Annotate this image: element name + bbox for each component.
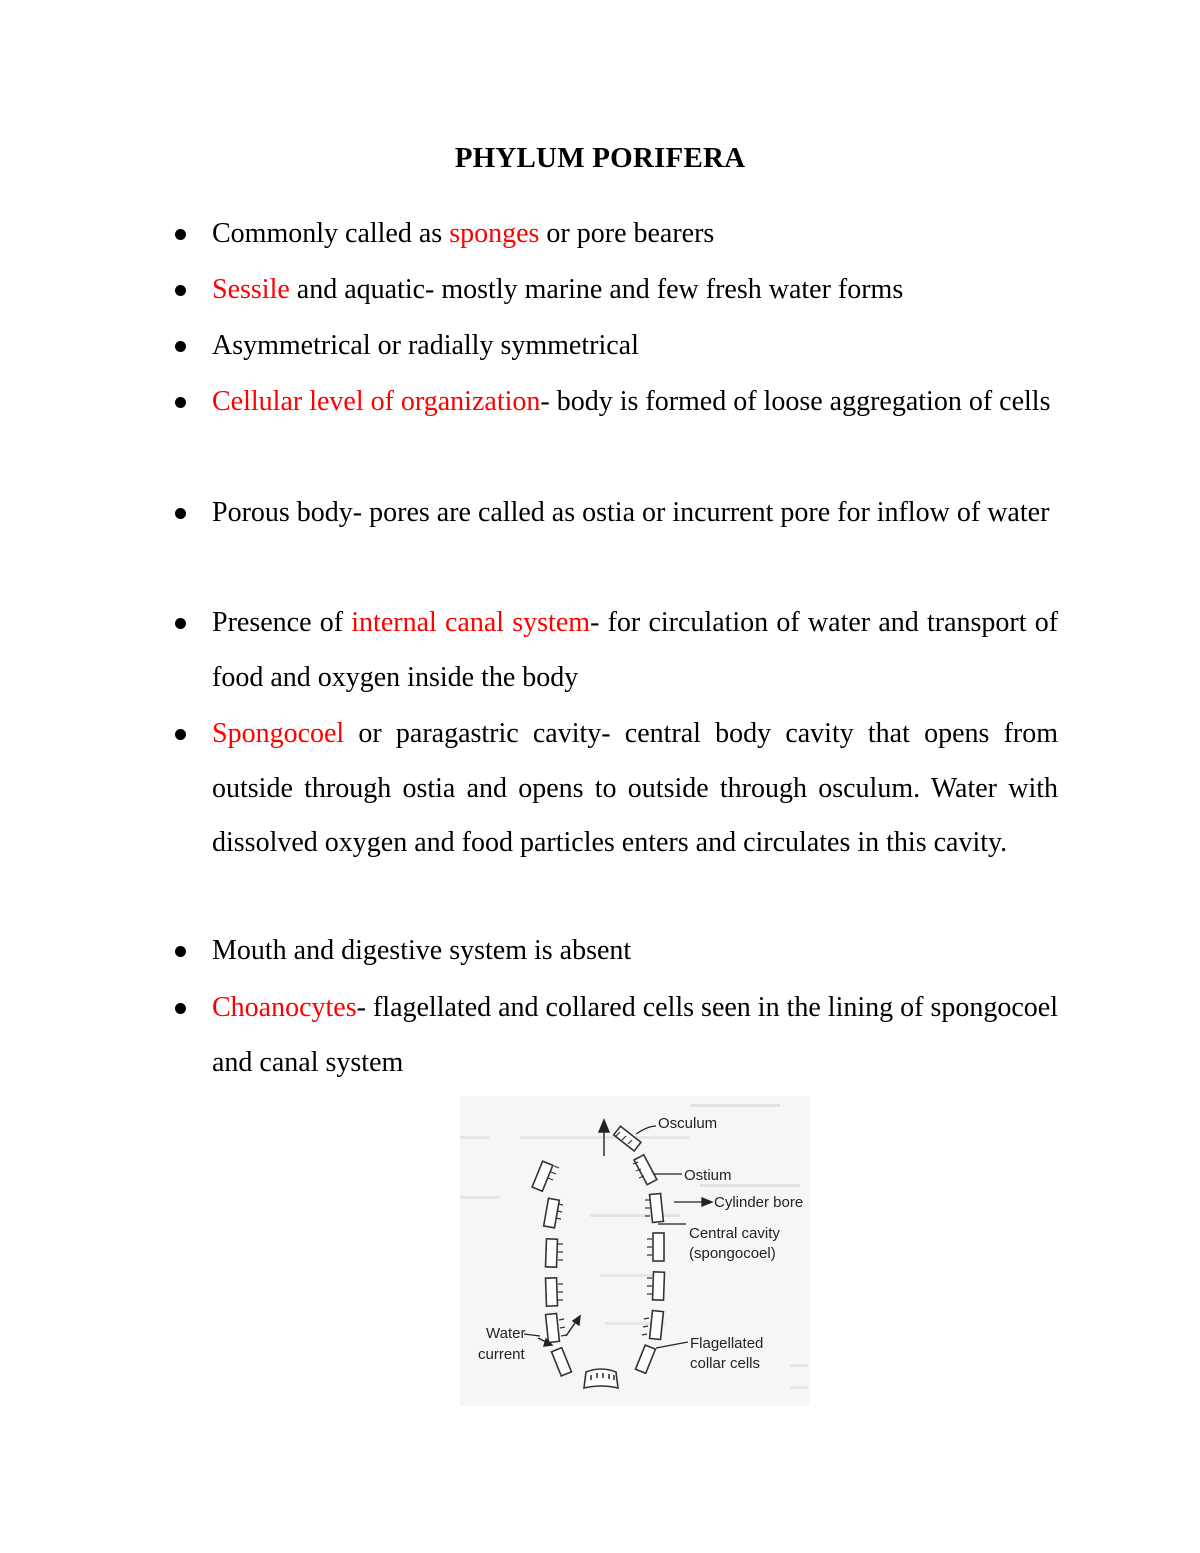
bullet-item	[212, 596, 1058, 705]
bullet-text: Asymmetrical or radially symmetrical	[212, 330, 639, 361]
bullet-text: Choanocytes- flagellated and collared cells seen in the lining of spongocoel and canal system	[212, 992, 1058, 1078]
label-osculum: Osculum	[658, 1115, 718, 1132]
bullet-item	[212, 707, 1058, 871]
bullet-text: Cellular level of organization- body is formed of loose aggregation of cells	[212, 386, 1051, 417]
label-current: current	[478, 1346, 525, 1363]
sponge-diagram	[460, 1096, 810, 1406]
bullet-text: Porous body- pores are called as ostia or incurrent pore for inflow of water	[212, 497, 1050, 528]
bullet-dot-icon	[175, 341, 186, 352]
bullet-item	[212, 486, 1058, 541]
bullet-dot-icon	[175, 285, 186, 296]
bullet-item	[212, 263, 1058, 318]
bullet-item	[212, 375, 1058, 430]
sponge-diagram-svg	[460, 1096, 810, 1406]
label-collar-cells: collar cells	[690, 1355, 761, 1372]
bullet-item	[212, 207, 1058, 262]
page-title: PHYLUM PORIFERA	[454, 142, 746, 174]
bullet-dot-icon	[175, 1003, 186, 1014]
bullet-item	[212, 981, 1058, 1090]
bullet-text: Commonly called as sponges or pore bearers	[212, 218, 715, 249]
bullet-dot-icon	[175, 946, 186, 957]
bullet-text: Presence of internal canal system- for circulation of water and transport of food and oxygen inside the body	[212, 607, 1059, 693]
left-wall	[532, 1161, 571, 1376]
bullet-text: Mouth and digestive system is absent	[212, 935, 632, 966]
bullet-text: Spongocoel or paragastric cavity- central body cavity that opens from outside through ostia and opens to outside through osculum. Water with dissolved oxygen and food particles enters and circulates in this cavity.	[212, 718, 1058, 858]
bullet-dot-icon	[175, 618, 186, 629]
label-water: Water	[486, 1325, 526, 1342]
label-central-cavity: Central cavity	[689, 1225, 780, 1242]
bullet-dot-icon	[175, 229, 186, 240]
bullet-dot-icon	[175, 397, 186, 408]
label-spongocoel: (spongocoel)	[689, 1245, 776, 1262]
diagram-labels	[478, 1115, 803, 1372]
bullet-text: Sessile and aquatic- mostly marine and few fresh water forms	[212, 274, 904, 305]
base-attachment	[584, 1369, 618, 1388]
label-cylinder-bore: Cylinder bore	[714, 1194, 804, 1211]
bullet-dot-icon	[175, 508, 186, 519]
bullet-item	[212, 319, 1058, 374]
label-ostium: Ostium	[684, 1167, 732, 1184]
bullet-item	[212, 924, 1058, 979]
label-flagellated: Flagellated	[690, 1335, 764, 1352]
right-wall	[614, 1126, 665, 1373]
bullet-dot-icon	[175, 729, 186, 740]
